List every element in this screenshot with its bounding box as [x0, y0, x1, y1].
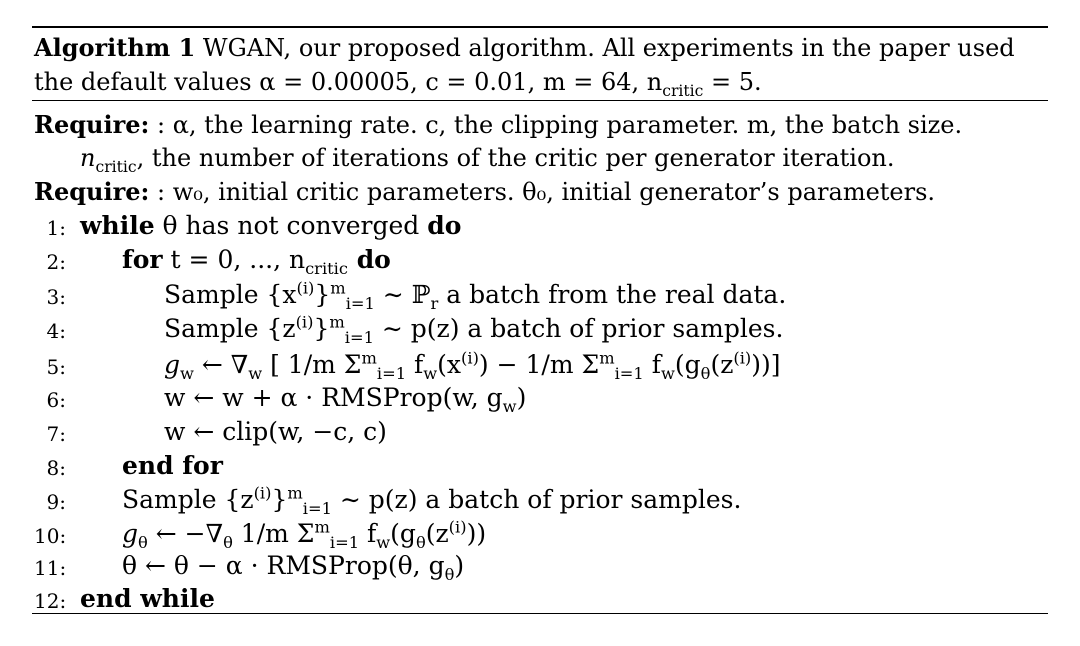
bottom-rule [32, 613, 1048, 614]
line-number: 9: [46, 490, 66, 514]
line-number: 10: [34, 524, 67, 548]
step-5: $g_w$ ← $\nabla_w$ [ 1/m $\Sigma^m_{i=1}$ $f_w(x^{(i)}) - 1/m$ $\Sigma^m_{i=1}$ $f_w(g_\theta(z^{(i)}))$] [164, 348, 781, 383]
step-3: Sample $\{x^{(i)}\}^m_{i=1}$ ∼ ℙ$_r$ a batch from the real data. [164, 278, 787, 313]
line-number: 2: [46, 250, 66, 274]
top-rule [32, 26, 1048, 28]
step-12: end while [80, 584, 215, 613]
step-1: while θ has not converged do [80, 211, 462, 240]
line-number: 3: [46, 285, 66, 309]
step-11: θ ← θ − α · RMSProp(θ, $g_\theta$) [122, 551, 465, 584]
line-number: 6: [46, 388, 66, 412]
algorithm-caption-line2: the default values α = 0.00005, c = 0.01, m = 64, $n_{critic} = 5$. [34, 68, 762, 100]
require-1-line1: Require: : α, the learning rate. c, the clipping parameter. m, the batch size. [34, 110, 963, 139]
step-4: Sample $\{z^{(i)}\}^m_{i=1}$ ∼ p(z) a batch of prior samples. [164, 312, 784, 347]
line-number: 4: [46, 319, 66, 343]
step-9: Sample $\{z^{(i)}\}^m_{i=1}$ ∼ p(z) a batch of prior samples. [122, 483, 742, 518]
step-2: for t = 0, ..., $n_{critic}$ do [122, 245, 391, 278]
line-number: 8: [46, 456, 66, 480]
algorithm-title: WGAN, our proposed algorithm. All experiments in the paper used [202, 34, 1015, 62]
algorithm-caption-line1 [34, 33, 1015, 62]
line-number: 7: [46, 422, 66, 446]
step-10: $g_\theta$ ← $-\nabla_\theta$ 1/m $\Sigma^m_{i=1}$ $f_w(g_\theta(z^{(i)}))$ [122, 517, 487, 552]
line-number: 12: [34, 589, 67, 613]
step-8: end for [122, 451, 223, 480]
line-number: 1: [46, 216, 66, 240]
require-1-line2: $n_{critic}$, the number of iterations of the critic per generator iteration. [80, 144, 895, 176]
algorithm-label: Algorithm 1 [34, 33, 196, 62]
caption-rule [32, 100, 1048, 101]
require-keyword: Require: [34, 177, 150, 206]
step-6: w ← w + α · RMSProp(w, $g_w$) [164, 383, 527, 416]
line-number: 11: [34, 556, 67, 580]
step-7: w ← clip(w, −c, c) [164, 417, 387, 446]
require-keyword: Require: [34, 110, 150, 139]
line-number: 5: [46, 355, 66, 379]
require-2: Require: : w₀, initial critic parameters. θ₀, initial generator’s parameters. [34, 177, 936, 206]
